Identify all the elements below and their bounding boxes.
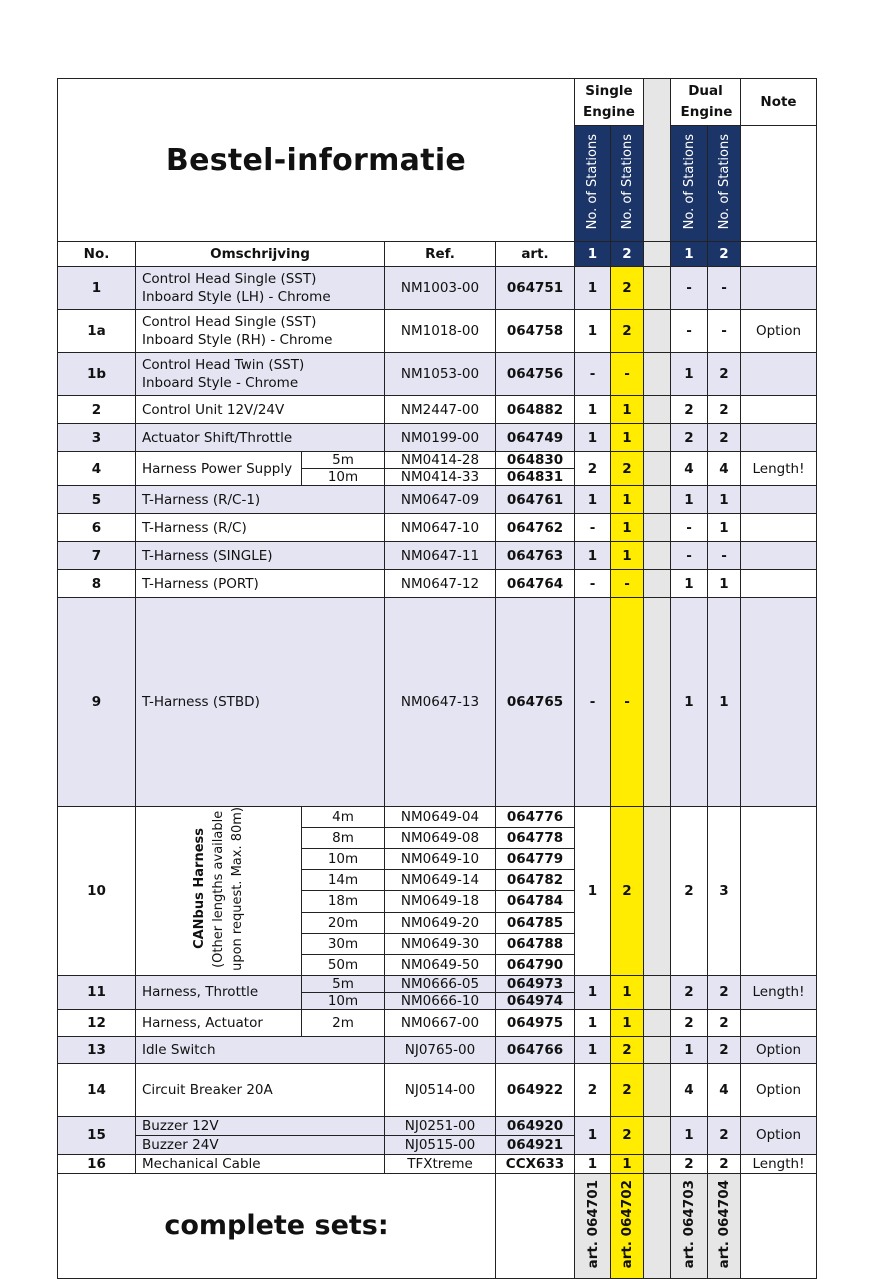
item-note: Option (741, 1036, 817, 1063)
qty-single-2: 1 (611, 486, 644, 514)
gap-cell (644, 353, 671, 396)
item-ref: NM0647-13 (385, 598, 496, 807)
item-no: 1 (58, 267, 136, 310)
cell-text: Inboard Style (LH) - Chrome (142, 289, 331, 305)
cell-text: Harness, Actuator (142, 1014, 263, 1031)
qty-single-2: 1 (611, 1009, 644, 1036)
item-ref: NM0649-10 (385, 849, 496, 870)
item-ref: TFXtreme (385, 1154, 496, 1173)
item-desc (136, 598, 385, 807)
item-desc (136, 514, 385, 542)
item-length: 18m (302, 891, 385, 912)
col-s1: 1 (575, 242, 611, 267)
table-row (58, 975, 817, 992)
canbus-note: upon request. Max. 80m) (230, 807, 245, 971)
item-note: Option (741, 1116, 817, 1154)
gap-cell (644, 424, 671, 452)
item-note: Length! (741, 1154, 817, 1173)
item-art: 064756 (496, 353, 575, 396)
item-no: 1b (58, 353, 136, 396)
col-d1: 1 (671, 242, 708, 267)
item-no: 16 (58, 1154, 136, 1173)
item-art: 064749 (496, 424, 575, 452)
table-row (58, 1154, 817, 1173)
table-row (58, 542, 817, 570)
table-row (58, 452, 817, 469)
item-ref: NM0649-20 (385, 912, 496, 933)
item-art: 064785 (496, 912, 575, 933)
stations-header-d2: No. of Stations (708, 126, 741, 242)
note-header: Note (741, 79, 817, 126)
cell-text: Control Head Twin (SST) (142, 357, 305, 373)
qty-single-2: 2 (611, 807, 644, 976)
item-desc (136, 310, 385, 353)
cell-text: Control Unit 12V/24V (142, 401, 285, 418)
gap-cell (644, 1009, 671, 1036)
item-length: 10m (302, 992, 385, 1009)
cell-text: Buzzer 24V (142, 1136, 219, 1153)
item-note: Option (741, 1063, 817, 1116)
gap-cell (644, 452, 671, 486)
item-art: 064784 (496, 891, 575, 912)
item-ref: NM1053-00 (385, 353, 496, 396)
gap-cell (644, 975, 671, 1009)
canbus-title: CANbus Harness (192, 828, 207, 950)
item-ref: NM0649-04 (385, 807, 496, 828)
item-ref: NM0414-28 (385, 452, 496, 469)
qty-single-2: 1 (611, 424, 644, 452)
item-art: 064974 (496, 992, 575, 1009)
qty-dual-2: 2 (708, 424, 741, 452)
gap-cell (644, 242, 671, 267)
qty-single-1: - (575, 570, 611, 598)
gap-cell (644, 396, 671, 424)
item-no: 3 (58, 424, 136, 452)
qty-single-2: - (611, 353, 644, 396)
gap-cell (644, 807, 671, 976)
qty-single-1: 1 (575, 542, 611, 570)
qty-dual-1: 4 (671, 452, 708, 486)
cell-text: Harness Power Supply (142, 460, 293, 477)
gap-cell (644, 310, 671, 353)
qty-single-2: 1 (611, 975, 644, 1009)
item-length: 50m (302, 954, 385, 975)
item-ref: NM1018-00 (385, 310, 496, 353)
canbus-note: (Other lengths available (211, 810, 226, 968)
item-no: 1a (58, 310, 136, 353)
item-desc (136, 1036, 385, 1063)
qty-dual-1: 1 (671, 353, 708, 396)
set-art-number: art. 064703 (681, 1179, 697, 1269)
qty-dual-2: 2 (708, 353, 741, 396)
cell-text: Control Head Single (SST) (142, 271, 317, 287)
qty-single-1: - (575, 353, 611, 396)
item-no: 6 (58, 514, 136, 542)
qty-single-1: 1 (575, 1036, 611, 1063)
item-desc (136, 807, 302, 976)
item-note: Length! (741, 452, 817, 486)
item-art: 064921 (496, 1135, 575, 1154)
cell-text: T-Harness (STBD) (142, 694, 260, 710)
item-art: 064758 (496, 310, 575, 353)
item-desc (136, 570, 385, 598)
cell-text: T-Harness (PORT) (142, 575, 259, 592)
item-note (741, 542, 817, 570)
qty-dual-2: - (708, 267, 741, 310)
item-length: 5m (302, 452, 385, 469)
qty-dual-1: 2 (671, 1009, 708, 1036)
table-row (58, 1009, 817, 1036)
gap-cell (644, 514, 671, 542)
item-art: 064761 (496, 486, 575, 514)
stations-header-s1: No. of Stations (575, 126, 611, 242)
item-note: Length! (741, 975, 817, 1009)
set-art-cell (671, 1173, 708, 1278)
col-d2: 2 (708, 242, 741, 267)
table-row (58, 424, 817, 452)
item-art: 064765 (496, 598, 575, 807)
item-desc (136, 486, 385, 514)
item-art: 064764 (496, 570, 575, 598)
item-note (741, 514, 817, 542)
qty-dual-2: 4 (708, 452, 741, 486)
stations-header-s2: No. of Stations (611, 126, 644, 242)
qty-single-1: 1 (575, 310, 611, 353)
cell-text: Inboard Style - Chrome (142, 375, 299, 391)
qty-single-2: 2 (611, 452, 644, 486)
item-no: 8 (58, 570, 136, 598)
table-row (58, 396, 817, 424)
item-length: 10m (302, 469, 385, 486)
qty-dual-2: 3 (708, 807, 741, 976)
item-ref: NM0649-08 (385, 828, 496, 849)
qty-dual-1: 1 (671, 1116, 708, 1154)
item-note (741, 424, 817, 452)
qty-dual-2: 1 (708, 514, 741, 542)
col-s2: 2 (611, 242, 644, 267)
item-art: 064920 (496, 1116, 575, 1135)
note-header-blank (741, 126, 817, 242)
item-no: 7 (58, 542, 136, 570)
complete-sets-row (58, 1173, 817, 1278)
item-ref: NM0647-11 (385, 542, 496, 570)
item-ref: NM2447-00 (385, 396, 496, 424)
stations-header-d1: No. of Stations (671, 126, 708, 242)
col-ref: Ref. (385, 242, 496, 267)
qty-single-1: 1 (575, 267, 611, 310)
qty-dual-2: 2 (708, 1154, 741, 1173)
item-ref: NJ0765-00 (385, 1036, 496, 1063)
item-note (741, 396, 817, 424)
cell-text: Control Head Single (SST) (142, 314, 317, 330)
qty-single-1: 2 (575, 1063, 611, 1116)
qty-single-2: - (611, 570, 644, 598)
gap-cell (644, 598, 671, 807)
item-desc (136, 1063, 385, 1116)
qty-dual-2: 2 (708, 1009, 741, 1036)
item-art: 064922 (496, 1063, 575, 1116)
item-note (741, 353, 817, 396)
table-row (58, 1116, 817, 1135)
item-length: 2m (302, 1009, 385, 1036)
item-length: 20m (302, 912, 385, 933)
item-ref: NM0649-50 (385, 954, 496, 975)
item-art: 064790 (496, 954, 575, 975)
table-row (58, 310, 817, 353)
item-length: 8m (302, 828, 385, 849)
qty-dual-1: - (671, 310, 708, 353)
item-desc (136, 452, 302, 486)
item-no: 15 (58, 1116, 136, 1154)
item-ref: NM0199-00 (385, 424, 496, 452)
item-ref: NJ0515-00 (385, 1135, 496, 1154)
item-desc (136, 396, 385, 424)
item-ref: NM0414-33 (385, 469, 496, 486)
qty-dual-1: 2 (671, 396, 708, 424)
qty-single-2: - (611, 598, 644, 807)
table-row (58, 570, 817, 598)
col-art: art. (496, 242, 575, 267)
item-no: 9 (58, 598, 136, 807)
item-desc (136, 353, 385, 396)
single-engine-header: Single Engine (575, 79, 644, 126)
item-ref: NM0667-00 (385, 1009, 496, 1036)
col-note (741, 242, 817, 267)
set-art-number: art. 064704 (716, 1179, 732, 1269)
qty-dual-1: - (671, 267, 708, 310)
qty-single-2: 2 (611, 310, 644, 353)
qty-dual-1: 4 (671, 1063, 708, 1116)
item-note (741, 807, 817, 976)
qty-single-1: 2 (575, 452, 611, 486)
set-art-cell (611, 1173, 644, 1278)
table-row (58, 598, 817, 807)
set-art-cell (708, 1173, 741, 1278)
table-row (58, 486, 817, 514)
qty-dual-2: - (708, 542, 741, 570)
qty-single-1: 1 (575, 807, 611, 976)
gap-cell (644, 1036, 671, 1063)
item-desc (136, 975, 302, 1009)
cell-text: T-Harness (R/C-1) (142, 491, 261, 508)
order-table (57, 78, 817, 1279)
complete-sets-cell (58, 1173, 496, 1278)
cell-text: Actuator Shift/Throttle (142, 429, 293, 446)
qty-single-1: - (575, 598, 611, 807)
qty-single-2: 2 (611, 1036, 644, 1063)
cell-text: Inboard Style (RH) - Chrome (142, 332, 333, 348)
gap-cell (644, 1063, 671, 1116)
item-ref: NM0666-10 (385, 992, 496, 1009)
qty-single-2: 1 (611, 1154, 644, 1173)
table-row (58, 267, 817, 310)
cell-text: T-Harness (SINGLE) (142, 547, 273, 564)
gap-cell (644, 1154, 671, 1173)
item-desc (136, 424, 385, 452)
qty-dual-1: - (671, 542, 708, 570)
item-ref: NM0649-14 (385, 870, 496, 891)
item-ref: NM0666-05 (385, 975, 496, 992)
qty-dual-2: 2 (708, 975, 741, 1009)
qty-dual-2: 1 (708, 598, 741, 807)
item-length: 4m (302, 807, 385, 828)
qty-single-2: 1 (611, 396, 644, 424)
item-ref: NJ0514-00 (385, 1063, 496, 1116)
qty-dual-2: 2 (708, 1116, 741, 1154)
item-desc (136, 1154, 385, 1173)
item-note (741, 1009, 817, 1036)
item-art: 064882 (496, 396, 575, 424)
qty-dual-1: 1 (671, 486, 708, 514)
table-row (58, 514, 817, 542)
item-desc (136, 1116, 385, 1135)
item-note (741, 598, 817, 807)
table-row (58, 1036, 817, 1063)
item-art: 064782 (496, 870, 575, 891)
set-art-cell (575, 1173, 611, 1278)
item-no: 2 (58, 396, 136, 424)
item-no: 13 (58, 1036, 136, 1063)
gap-cell (644, 1173, 671, 1278)
item-art: 064778 (496, 828, 575, 849)
cell-text: Buzzer 12V (142, 1117, 219, 1134)
qty-single-1: 1 (575, 424, 611, 452)
qty-single-1: - (575, 514, 611, 542)
item-art: 064975 (496, 1009, 575, 1036)
qty-single-1: 1 (575, 1154, 611, 1173)
dual-engine-header: Dual Engine (671, 79, 741, 126)
col-no: No. (58, 242, 136, 267)
complete-sets-label: complete sets: (164, 1210, 389, 1242)
item-ref: NM0649-30 (385, 933, 496, 954)
item-length: 14m (302, 870, 385, 891)
gap-cell (644, 542, 671, 570)
item-length: 10m (302, 849, 385, 870)
item-art: 064766 (496, 1036, 575, 1063)
cell-text: Mechanical Cable (142, 1155, 261, 1172)
qty-dual-1: 2 (671, 1154, 708, 1173)
item-ref: NM0647-09 (385, 486, 496, 514)
qty-dual-1: 1 (671, 1036, 708, 1063)
gap-column (644, 79, 671, 242)
item-art: 064776 (496, 807, 575, 828)
item-art: 064830 (496, 452, 575, 469)
item-art: 064973 (496, 975, 575, 992)
qty-single-1: 1 (575, 975, 611, 1009)
table-row (58, 353, 817, 396)
qty-dual-2: 1 (708, 486, 741, 514)
item-length: 30m (302, 933, 385, 954)
item-art: 064779 (496, 849, 575, 870)
qty-single-1: 1 (575, 1116, 611, 1154)
qty-single-2: 2 (611, 1063, 644, 1116)
gap-cell (644, 267, 671, 310)
col-desc: Omschrijving (136, 242, 385, 267)
item-note (741, 267, 817, 310)
qty-dual-1: 2 (671, 424, 708, 452)
item-ref: NM1003-00 (385, 267, 496, 310)
qty-dual-2: - (708, 310, 741, 353)
item-art: 064751 (496, 267, 575, 310)
qty-dual-2: 2 (708, 396, 741, 424)
complete-sets-blank (496, 1173, 575, 1278)
table-row (58, 807, 817, 828)
qty-dual-1: - (671, 514, 708, 542)
qty-single-2: 1 (611, 514, 644, 542)
qty-dual-1: 1 (671, 598, 708, 807)
item-note (741, 486, 817, 514)
cell-text: Harness, Throttle (142, 984, 259, 1001)
cell-text: T-Harness (R/C) (142, 519, 247, 536)
item-desc (136, 1009, 302, 1036)
qty-dual-1: 2 (671, 975, 708, 1009)
item-no: 12 (58, 1009, 136, 1036)
item-desc (136, 1135, 385, 1154)
item-note (741, 1173, 817, 1278)
qty-dual-2: 1 (708, 570, 741, 598)
cell-text: Circuit Breaker 20A (142, 1081, 273, 1098)
table-row (58, 1063, 817, 1116)
qty-dual-2: 2 (708, 1036, 741, 1063)
qty-dual-2: 4 (708, 1063, 741, 1116)
gap-cell (644, 486, 671, 514)
gap-cell (644, 1116, 671, 1154)
set-art-number: art. 064701 (584, 1179, 601, 1269)
item-ref: NM0649-18 (385, 891, 496, 912)
item-ref: NM0647-10 (385, 514, 496, 542)
set-art-number: art. 064702 (619, 1179, 635, 1269)
qty-single-1: 1 (575, 1009, 611, 1036)
item-no: 4 (58, 452, 136, 486)
item-no: 10 (58, 807, 136, 976)
gap-cell (644, 570, 671, 598)
qty-dual-1: 2 (671, 807, 708, 976)
qty-single-2: 1 (611, 542, 644, 570)
item-note (741, 570, 817, 598)
item-art: 064788 (496, 933, 575, 954)
qty-single-2: 2 (611, 1116, 644, 1154)
qty-dual-1: 1 (671, 570, 708, 598)
item-no: 14 (58, 1063, 136, 1116)
item-art: CCX633 (496, 1154, 575, 1173)
item-ref: NM0647-12 (385, 570, 496, 598)
item-desc (136, 267, 385, 310)
item-art: 064763 (496, 542, 575, 570)
cell-text: Idle Switch (142, 1041, 216, 1058)
item-desc (136, 542, 385, 570)
item-art: 064762 (496, 514, 575, 542)
qty-single-1: 1 (575, 486, 611, 514)
item-note: Option (741, 310, 817, 353)
qty-single-2: 2 (611, 267, 644, 310)
item-art: 064831 (496, 469, 575, 486)
item-length: 5m (302, 975, 385, 992)
page-title: Bestel-informatie (58, 79, 575, 242)
item-no: 11 (58, 975, 136, 1009)
item-ref: NJ0251-00 (385, 1116, 496, 1135)
item-no: 5 (58, 486, 136, 514)
qty-single-1: 1 (575, 396, 611, 424)
